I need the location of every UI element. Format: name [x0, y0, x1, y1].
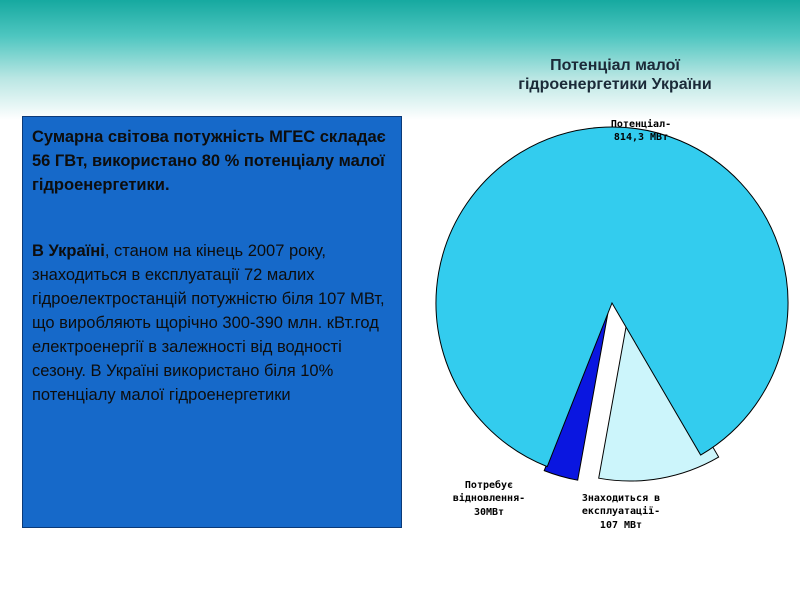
restoration-label-line-3: 30МВт: [473, 507, 505, 518]
operating-label-line-3: 107 МВт: [599, 520, 643, 531]
potential-label-line-1: Потенціал-: [610, 119, 672, 130]
operating-label-line-1: Знаходиться в: [581, 493, 661, 504]
world-capacity-paragraph: Сумарна світова потужність МГЕС складає 56 ГВт, використано 80 % потенціалу малої гідроенергетики.: [32, 128, 386, 194]
restoration-label-line-2: відновлення-: [452, 493, 526, 504]
potential-label-line-2: 814,3 МВт: [613, 132, 669, 143]
slice-label-restoration: [453, 479, 525, 518]
slice-label-operating: [582, 493, 660, 531]
ukraine-lead: В Україні: [32, 242, 105, 260]
chart-title-line-2: гідроенергетики України: [518, 76, 712, 93]
restoration-label-line-1: Потребує: [464, 480, 514, 491]
operating-label-line-2: експлуатації-: [581, 506, 661, 517]
chart-title-line-1: Потенціал малої: [550, 57, 680, 74]
ukraine-paragraph-text: , станом на кінець 2007 року, знаходиться в експлуатації 72 малих гідроелектростанцій потужністю біля 107 МВт, що виробляють щорічно 300-390 млн. кВт.год електроенергії в залежності від водності сезону. В Україні використано біля 10% потенціалу малої гідроенергетики: [32, 242, 385, 404]
